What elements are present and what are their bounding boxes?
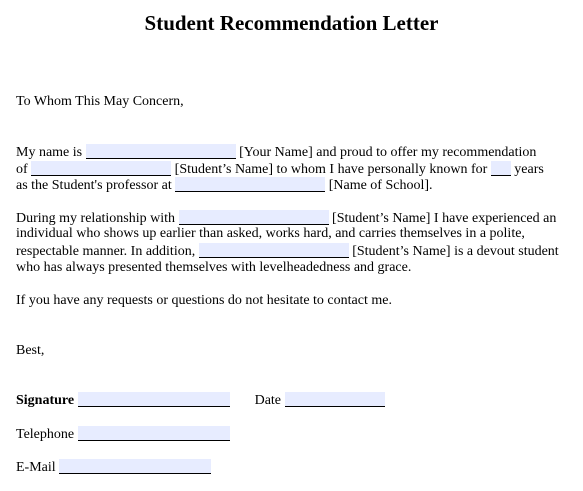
paragraph-2-line-4: who has always presented themselves with levelheadedness and grace. xyxy=(16,260,412,275)
paragraph-2-line-2: individual who shows up earlier than asked, works hard, and carries themselves in a polite, xyxy=(16,226,525,241)
date-label: Date xyxy=(254,393,282,408)
p2-text-3: respectable manner. In addition, xyxy=(16,244,196,259)
telephone-field[interactable] xyxy=(78,426,230,441)
student-name-field-3[interactable] xyxy=(199,243,349,258)
signature-row xyxy=(16,392,385,409)
p1-text-4: [Student’s Name] to whom I have personally known for xyxy=(174,162,488,177)
signature-field[interactable] xyxy=(78,392,230,407)
p1-text-6: as the Student's professor at xyxy=(16,178,172,193)
email-field[interactable] xyxy=(59,459,211,474)
paragraph-2-line-1 xyxy=(16,210,556,227)
date-field[interactable] xyxy=(285,392,385,407)
paragraph-2-line-3 xyxy=(16,243,559,260)
paragraph-1-line-1 xyxy=(16,144,536,161)
student-name-field-1[interactable] xyxy=(31,161,171,176)
school-name-field[interactable] xyxy=(175,177,325,192)
p2-text-1: During my relationship with xyxy=(16,211,176,226)
telephone-label: Telephone xyxy=(16,427,75,442)
your-name-field[interactable] xyxy=(86,144,236,159)
salutation: To Whom This May Concern, xyxy=(16,94,184,109)
email-row xyxy=(16,459,211,476)
paragraph-1-line-2 xyxy=(16,161,544,178)
student-name-field-2[interactable] xyxy=(179,210,329,225)
p2-text-4: [Student’s Name] is a devout student xyxy=(352,244,559,259)
letter-title: Student Recommendation Letter xyxy=(144,11,439,35)
p1-text-3: of xyxy=(16,162,28,177)
closing: Best, xyxy=(16,343,45,358)
years-known-field[interactable] xyxy=(491,161,511,176)
paragraph-3: If you have any requests or questions do not hesitate to contact me. xyxy=(16,293,392,308)
paragraph-1-line-3 xyxy=(16,177,433,194)
p2-text-2: [Student’s Name] I have experienced an xyxy=(332,211,557,226)
p1-text-2: [Your Name] and proud to offer my recommendation xyxy=(239,145,537,160)
email-label: E-Mail xyxy=(16,460,56,475)
p1-text-5: years xyxy=(514,162,544,177)
signature-label: Signature xyxy=(16,393,75,408)
p1-text-1: My name is xyxy=(16,145,83,160)
telephone-row xyxy=(16,426,230,443)
p1-text-7: [Name of School]. xyxy=(328,178,433,193)
